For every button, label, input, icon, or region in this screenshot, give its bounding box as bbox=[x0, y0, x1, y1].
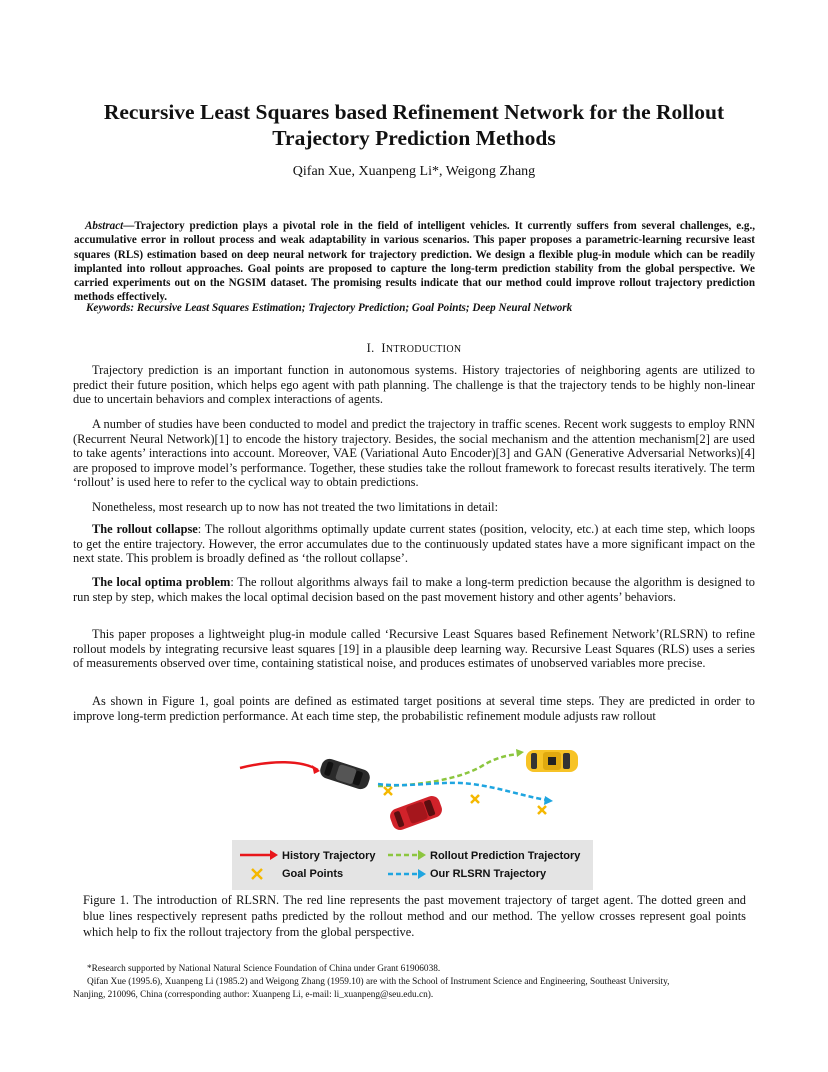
paragraph-5 bbox=[73, 575, 755, 604]
rollout-trajectory-line bbox=[378, 753, 520, 786]
legend-rlsrn-label: Our RLSRN Trajectory bbox=[430, 868, 547, 880]
legend-goal-swatch bbox=[250, 867, 264, 881]
legend-rollout-swatch bbox=[388, 849, 428, 861]
red-car-icon bbox=[388, 794, 444, 832]
rlsrn-arrowhead-icon bbox=[544, 796, 553, 805]
paragraph-6: This paper proposes a lightweight plug-in module called ‘Recursive Least Squares based Refinement Network’(RLSRN) to refine rollout models by integrating recursive least squares [19] in a plausible deep learning way. Recursive Least Squares (RLS) uses a series of measurements observed over time, containing statistical noise, and produces estimates of unobserved variables more precise. bbox=[73, 627, 755, 671]
section-title-first: I bbox=[381, 341, 386, 355]
footnote-affiliation: Qifan Xue (1995.6), Xuanpeng Li (1985.2) and Weigong Zhang (1959.10) are with the School of Instrument Science and Engineering, Southeast University, bbox=[87, 977, 670, 987]
footnote-contact: Nanjing, 210096, China (corresponding author: Xuanpeng Li, e-mail: li_xuanpeng@seu.edu.cn). bbox=[73, 990, 434, 1000]
goal-cross-icon bbox=[471, 795, 479, 803]
section-number: I. bbox=[366, 341, 375, 355]
goal-cross-icon bbox=[384, 787, 392, 795]
paragraph-7: As shown in Figure 1, goal points are defined as estimated target positions at several time steps. They are predicted in order to improve long-term prediction performance. At each time step, the probabilistic refinement module adjusts raw rollout bbox=[73, 694, 755, 723]
section-heading bbox=[60, 341, 768, 356]
legend-goal-label: Goal Points bbox=[282, 868, 344, 880]
abstract-lead: Abstract bbox=[85, 220, 124, 232]
dark-car-icon bbox=[318, 757, 372, 791]
paragraph-4-text: : The rollout algorithms optimally update current states (position, velocity, etc.) at each time step, which loops to get the entire trajectory. However, the error accumulates due to the continuously updated states have a more significant impact on the next state. This problem is broadly defined as ‘the rollout collapse’. bbox=[73, 522, 755, 566]
legend-history-label: History Trajectory bbox=[282, 850, 376, 862]
figure-1-caption: Figure 1. The introduction of RLSRN. The red line represents the past movement trajectory of target agent. The dotted green and blue lines respectively represent paths predicted by the rollout method and our method. The yellow crosses represent goal points which help to fix the rollout trajectory from the global perspective. bbox=[83, 893, 746, 939]
figure-legend bbox=[232, 840, 593, 890]
abstract bbox=[74, 219, 755, 305]
goal-cross-icon bbox=[538, 806, 546, 814]
paragraph-1: Trajectory prediction is an important function in autonomous systems. History trajectories of neighboring agents are utilized to predict their future position, which helps ego agent with path planning. The challenge is that the trajectory tends to be highly non-linear due to uncertain behaviors and complex interactions of agents. bbox=[73, 363, 755, 407]
title-line-2: Trajectory Prediction Methods bbox=[272, 126, 556, 150]
paragraph-3: Nonetheless, most research up to now has not treated the two limitations in detail: bbox=[92, 500, 499, 514]
paragraph-2: A number of studies have been conducted to model and predict the trajectory in traffic scenes. Recent work suggests to employ RNN (Recurrent Neural Network)[1] to encode the history trajectory. Besides, the social mechanism and the attention mechanism[2] are used to take agents’ interactions into account. Moreover, VAE (Variational Auto Encoder)[3] and GAN (Generative Adversarial Networks)[4] are proposed to improve model’s performance. Together, these studies take the rollout framework to forecast results iteratively. The term ‘rollout’ is used here to refer to the cyclical way to obtain predictions. bbox=[73, 417, 755, 490]
rollout-arrowhead-icon bbox=[516, 749, 524, 757]
title-line-1: Recursive Least Squares based Refinement Network for the Rollout bbox=[103, 100, 725, 124]
paper-title bbox=[60, 99, 768, 151]
paragraph-4 bbox=[73, 522, 755, 566]
paragraph-5-text: : The rollout algorithms always fail to make a long-term prediction because the algorithm is designed to run step by step, which makes the local optimal decision based on the past movement history and other agents’ behaviors. bbox=[73, 575, 755, 604]
abstract-paragraph bbox=[74, 219, 755, 305]
taxi-car-icon bbox=[526, 750, 578, 772]
section-title-rest: NTRODUCTION bbox=[385, 344, 462, 355]
abstract-text: —Trajectory prediction plays a pivotal role in the field of intelligent vehicles. It currently suffers from several challenges, e.g., accumulative error in rollout process and weak adaptability in various scenarios. This paper proposes a parametric-learning recursive least squares (RLS) estimation based on deep neural network for trajectory prediction. We design a flexible plug-in module which can be readily implanted into rollout approaches. Goal points are proposed to capture the long-term prediction stability from the global perspective. We carried experiments out on the NGSIM dataset. The promising results indicate that our method could improve rollout trajectory prediction methods effectively. bbox=[74, 220, 755, 304]
keywords: Keywords: Recursive Least Squares Estimation; Trajectory Prediction; Goal Points; Deep Neural Network bbox=[86, 302, 573, 314]
paragraph-4-heading: The rollout collapse bbox=[92, 522, 198, 536]
footnote-funding: *Research supported by National Natural Science Foundation of China under Grant 61906038. bbox=[87, 964, 441, 974]
history-arrowhead-icon bbox=[312, 765, 320, 774]
rlsrn-trajectory-line bbox=[378, 783, 547, 800]
legend-rlsrn-swatch bbox=[388, 868, 428, 880]
paragraph-5-heading: The local optima problem bbox=[92, 575, 231, 589]
legend-rollout-label: Rollout Prediction Trajectory bbox=[430, 850, 581, 862]
author-list: Qifan Xue, Xuanpeng Li*, Weigong Zhang bbox=[292, 164, 536, 179]
history-trajectory-line bbox=[240, 762, 318, 770]
legend-history-swatch bbox=[240, 849, 280, 861]
